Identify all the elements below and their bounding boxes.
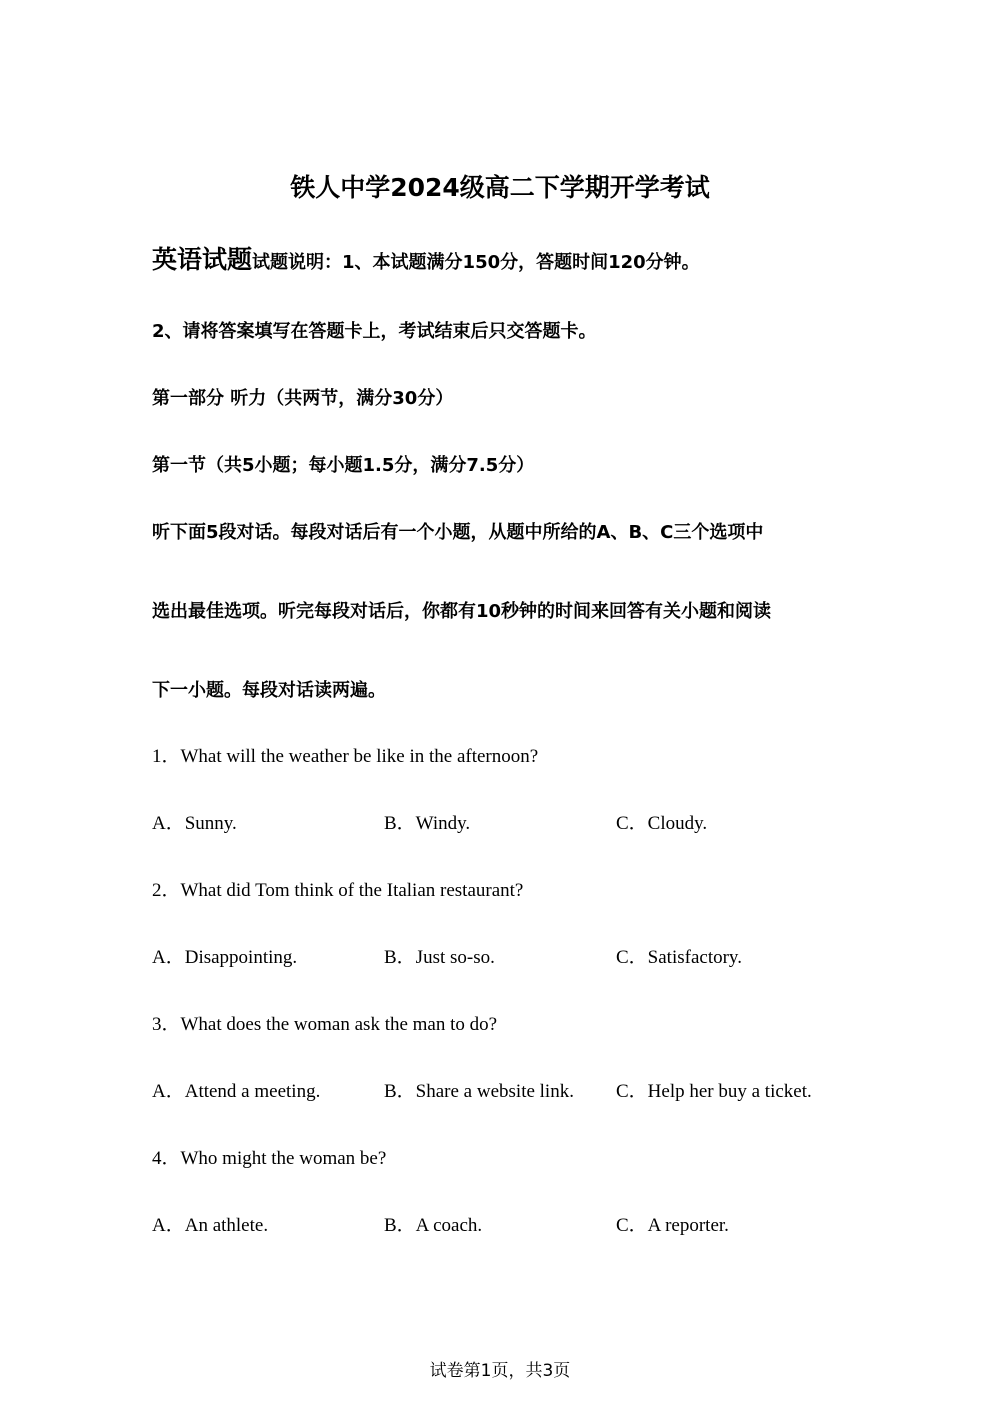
question-4-option-c: C．A reporter. (616, 1215, 729, 1236)
question-2-option-c: C．Satisfactory. (616, 947, 742, 968)
question-3-option-b: B．Share a website link. (384, 1081, 574, 1102)
question-3-option-a: A．Attend a meeting. (152, 1081, 321, 1102)
question-2-option-b: B．Just so-so. (384, 947, 495, 968)
question-1-option-c: C．Cloudy. (616, 813, 708, 834)
section-heading: 第一节（共5小题；每小题1.5分，满分7.5分） (152, 455, 535, 476)
directions-line-3: 下一小题。每段对话读两遍。 (152, 680, 386, 701)
page-footer: 试卷第1页，共3页 (429, 1361, 571, 1381)
question-1-option-b: B．Windy. (384, 813, 471, 834)
directions-line-2: 选出最佳选项。听完每段对话后，你都有10秒钟的时间来回答有关小题和阅读 (152, 601, 772, 622)
instruction-2: 2、请将答案填写在答题卡上，考试结束后只交答题卡。 (152, 321, 597, 342)
subject-line (152, 240, 700, 276)
exam-title: 铁人中学2024级高二下学期开学考试 (290, 173, 710, 202)
question-3-stem: 3．What does the woman ask the man to do? (152, 1014, 498, 1035)
question-2-stem: 2．What did Tom think of the Italian restaurant? (152, 880, 524, 901)
question-1-stem: 1．What will the weather be like in the afternoon? (152, 746, 539, 767)
question-1-option-a: A．Sunny. (152, 813, 237, 834)
directions-line-1: 听下面5段对话。每段对话后有一个小题，从题中所给的A、B、C三个选项中 (152, 522, 764, 543)
part-heading: 第一部分 听力（共两节，满分30分） (152, 388, 454, 409)
subject-title: 英语试题 (152, 245, 253, 274)
question-4-option-a: A．An athlete. (152, 1215, 269, 1236)
question-2-option-a: A．Disappointing. (152, 947, 298, 968)
question-4-option-b: B．A coach. (384, 1215, 483, 1236)
instruction-1: 试题说明：1、本试题满分150分，答题时间120分钟。 (252, 252, 700, 273)
question-3-option-c: C．Help her buy a ticket. (616, 1081, 812, 1102)
question-4-stem: 4．Who might the woman be? (152, 1148, 387, 1169)
